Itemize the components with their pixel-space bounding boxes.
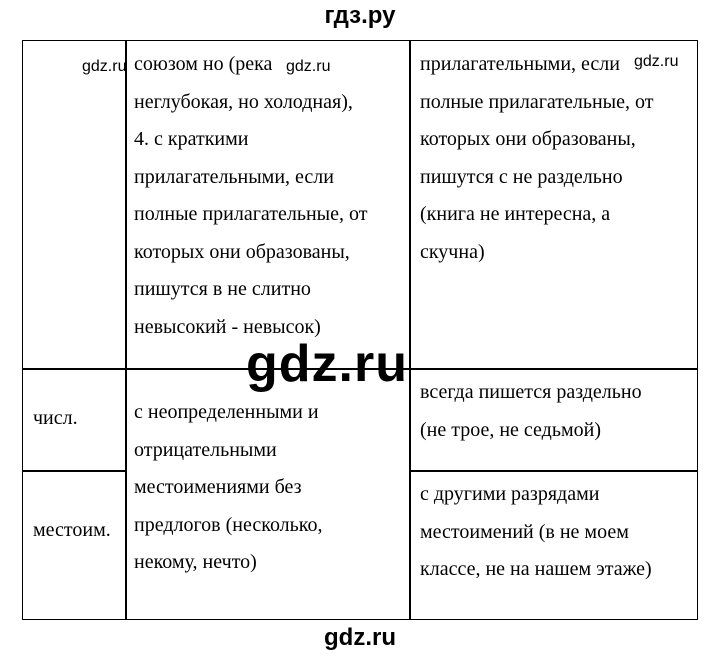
merged-middle-cell: с неопределенными и отрицательными местоимениями без предлогов (несколько, некому, нечто) [134, 401, 323, 573]
watermark-small-1: gdz.ru [82, 58, 127, 75]
watermark-small-3: gdz.ru [634, 53, 679, 70]
row2-right-cell: всегда пишется раздельно (не трое, не седьмой) [420, 381, 642, 441]
table-row-divider-2-right [409, 470, 698, 472]
watermark-small-2: gdz.ru [286, 58, 331, 75]
site-header-title: гдз.ру [324, 2, 396, 29]
site-footer-text: gdz.ru [324, 624, 396, 651]
table-row-divider-2-left [22, 470, 126, 472]
table-column-divider-1 [125, 40, 127, 620]
watermark-big: gdz.ru [246, 335, 408, 393]
row3-label-cell: местоим. [33, 519, 111, 541]
row2-label-cell: числ. [33, 407, 78, 429]
row1-right-cell: прилагательными, если полные прилагательные, от которых они образованы, пишутся с не раздельно (книга не интересна, а скучна) [420, 53, 654, 263]
table-column-divider-2 [409, 40, 411, 620]
row3-right-cell: с другими разрядами местоимений (в не моем классе, не на нашем этаже) [420, 483, 652, 580]
row1-middle-cell: союзом но (река неглубокая, но холодная), 4. с краткими прилагательными, если полные прилагательные, от которых они образованы, пишутся в не слитно невысокий - невысок) [134, 53, 368, 338]
